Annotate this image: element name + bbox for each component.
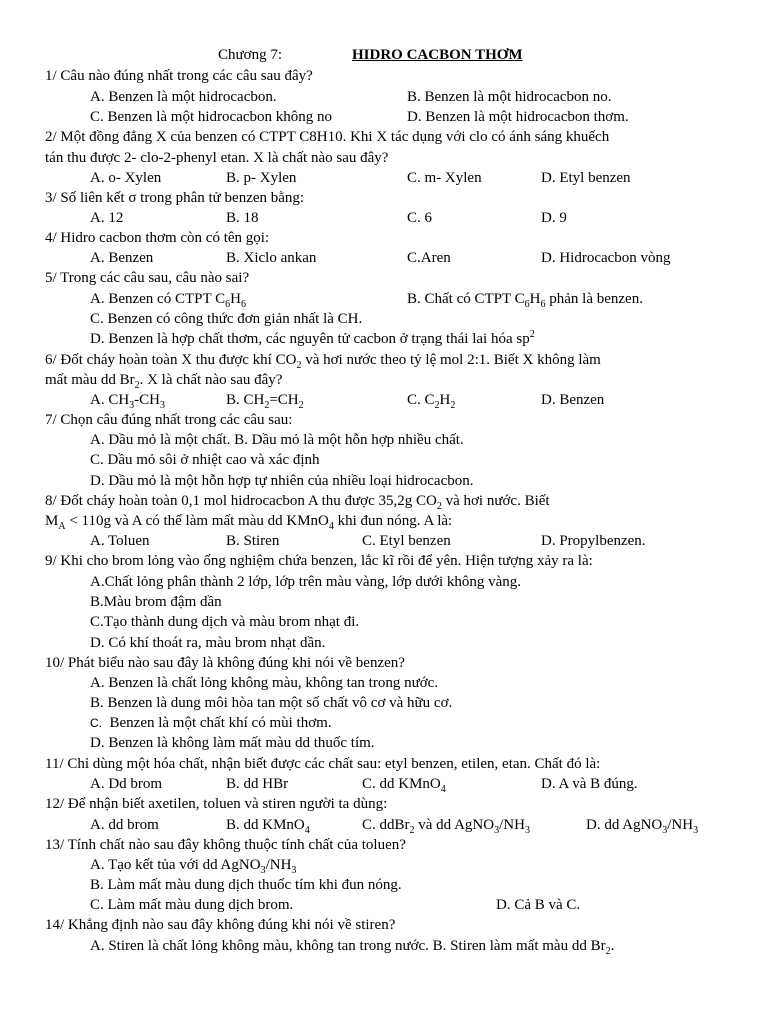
q5-option-d: D. Benzen là hợp chất thơm, các nguyên tử cacbon ở trạng thái lai hóa $sp^2$ bbox=[90, 329, 535, 347]
page-title: HIDRO CACBON THƠM bbox=[352, 47, 523, 63]
q6-option-a: A. $CH_3-CH_3$ bbox=[90, 392, 166, 411]
question-2-stem-line2: tán thu được 2- clo-2-phenyl etan. X là chất nào sau đây? bbox=[45, 150, 389, 166]
q2-option-d: D. Etyl benzen bbox=[541, 170, 631, 186]
q2-option-a: A. o- Xylen bbox=[90, 170, 162, 186]
question-11-stem: 11/ Chỉ dùng một hóa chất, nhận biết được các chất sau: etyl benzen, etilen, etan. Chất đó là: bbox=[45, 756, 601, 772]
q6-option-d: D. Benzen bbox=[541, 392, 605, 408]
q1-option-c: C. Benzen là một hidrocacbon không no bbox=[90, 109, 333, 125]
q10-option-b: B. Benzen là dung môi hòa tan một số chất vô cơ và hữu cơ. bbox=[90, 695, 453, 711]
q1-option-a: A. Benzen là một hidrocacbon. bbox=[90, 89, 277, 105]
question-9-stem: 9/ Khi cho brom lỏng vào ống nghiệm chứa benzen, lắc kĩ rồi để yên. Hiện tượng xảy ra là: bbox=[45, 553, 593, 569]
q12-option-a: A. dd brom bbox=[90, 817, 159, 833]
question-10-stem: 10/ Phát biểu nào sau đây là không đúng khi nói về benzen? bbox=[45, 655, 405, 671]
q8-option-a: A. Toluen bbox=[90, 533, 150, 549]
q2-option-b: B. p- Xylen bbox=[226, 170, 297, 186]
q11-option-b: B. dd HBr bbox=[226, 776, 289, 792]
q9-option-a: A.Chất lỏng phân thành 2 lớp, lớp trên màu vàng, lớp dưới không vàng. bbox=[90, 574, 522, 590]
q5-option-a: A. Benzen có CTPT $C_6H_6$ bbox=[90, 291, 246, 310]
question-13-stem: 13/ Tính chất nào sau đây không thuộc tính chất của toluen? bbox=[45, 837, 406, 853]
q11-option-a: A. Dd brom bbox=[90, 776, 163, 792]
q1-option-d: D. Benzen là một hidrocacbon thơm. bbox=[407, 109, 629, 125]
q7-option-d: D. Dầu mỏ là một hỗn hợp tự nhiên của nhiều loại hidrocacbon. bbox=[90, 473, 474, 489]
question-6-stem-line2: mất màu dd $Br_2$. X là chất nào sau đây? bbox=[45, 372, 283, 391]
question-8-stem-line2: $M_A < 110g$ và A có thể làm mất màu dd KMnO$_4$ khi đun nóng. A là: bbox=[45, 513, 453, 532]
q5-option-c: C. Benzen có công thức đơn giản nhất là CH. bbox=[90, 311, 363, 327]
q8-option-b: B. Stiren bbox=[226, 533, 280, 549]
q4-option-d: D. Hidrocacbon vòng bbox=[541, 250, 671, 266]
q10-option-a: A. Benzen là chất lỏng không màu, không tan trong nước. bbox=[90, 675, 439, 691]
question-6-stem-line1: 6/ Đốt cháy hoàn toàn X thu được khí $CO_2$ và hơi nước theo tỷ lệ mol 2:1. Biết X không làm bbox=[45, 352, 601, 371]
q6-option-c: C. $C_2H_2$ bbox=[407, 392, 456, 411]
q13-option-b: B. Làm mất màu dung dịch thuốc tím khi đun nóng. bbox=[90, 877, 402, 893]
question-7-stem: 7/ Chọn câu đúng nhất trong các câu sau: bbox=[45, 412, 293, 428]
q9-option-c: C.Tạo thành dung dịch và màu brom nhạt đi. bbox=[90, 614, 360, 630]
q13-option-a: A. Tạo kết tủa với dd $AgNO_3/NH_3$ bbox=[90, 857, 297, 876]
q3-option-c: C. 6 bbox=[407, 210, 433, 226]
q12-option-b: B. dd KMnO$_4$ bbox=[226, 817, 310, 836]
question-2-stem-line1: 2/ Một đồng đẳng X của benzen có CTPT C8H10. Khi X tác dụng với clo có ánh sáng khuếch bbox=[45, 129, 610, 145]
q10-option-d: D. Benzen là không làm mất màu dd thuốc tím. bbox=[90, 735, 375, 751]
question-12-stem: 12/ Để nhận biết axetilen, toluen và stiren người ta dùng: bbox=[45, 796, 388, 812]
q8-option-c: C. Etyl benzen bbox=[362, 533, 451, 549]
q3-option-b: B. 18 bbox=[226, 210, 259, 226]
q9-option-b: B.Màu brom đậm dần bbox=[90, 594, 222, 610]
q11-option-c: C. dd KMnO$_4$ bbox=[362, 776, 446, 795]
q5-option-b: B. Chất có CTPT $C_6H_6$ phản là benzen. bbox=[407, 291, 643, 310]
q12-option-c: C. ddBr$_2$ và dd $AgNO_3/NH_3$ bbox=[362, 817, 530, 836]
question-3-stem: 3/ Số liên kết σ trong phân tử benzen bằng: bbox=[45, 190, 305, 206]
q1-option-b: B. Benzen là một hidrocacbon no. bbox=[407, 89, 612, 105]
q12-option-d: D. dd $AgNO_3/NH_3$ bbox=[586, 817, 699, 836]
q4-option-c: C.Aren bbox=[407, 250, 451, 266]
q4-option-a: A. Benzen bbox=[90, 250, 154, 266]
q3-option-d: D. 9 bbox=[541, 210, 567, 226]
q9-option-d: D. Có khí thoát ra, màu brom nhạt dần. bbox=[90, 635, 326, 651]
question-14-stem: 14/ Khẳng định nào sau đây không đúng khi nói về stiren? bbox=[45, 917, 396, 933]
q3-option-a: A. 12 bbox=[90, 210, 124, 226]
q7-option-c: C. Dầu mỏ sôi ở nhiệt cao và xác định bbox=[90, 452, 320, 468]
q4-option-b: B. Xiclo ankan bbox=[226, 250, 317, 266]
q14-options-ab: A. Stiren là chất lỏng không màu, không tan trong nước. B. Stiren làm mất màu dd $Br_2$. bbox=[90, 938, 615, 957]
question-1-stem: 1/ Câu nào đúng nhất trong các câu sau đây? bbox=[45, 68, 313, 84]
q11-option-d: D. A và B đúng. bbox=[541, 776, 638, 792]
question-5-stem: 5/ Trong các câu sau, câu nào sai? bbox=[45, 270, 250, 286]
q10-option-c: C. Benzen là một chất khí có mùi thơm. bbox=[90, 715, 332, 731]
q8-option-d: D. Propylbenzen. bbox=[541, 533, 646, 549]
chapter-label: Chương 7: bbox=[218, 47, 282, 63]
question-4-stem: 4/ Hidro cacbon thơm còn có tên gọi: bbox=[45, 230, 270, 246]
q7-options-ab: A. Dầu mỏ là một chất. B. Dầu mỏ là một hỗn hợp nhiều chất. bbox=[90, 432, 464, 448]
q2-option-c: C. m- Xylen bbox=[407, 170, 482, 186]
q13-option-d: D. Cả B và C. bbox=[496, 897, 581, 913]
question-8-stem-line1: 8/ Đốt cháy hoàn toàn 0,1 mol hidrocacbon A thu được 35,2g $CO_2$ và hơi nước. Biết bbox=[45, 493, 550, 512]
q13-option-c: C. Làm mất màu dung dịch brom. bbox=[90, 897, 294, 913]
q6-option-b: B. $CH_2=CH_2$ bbox=[226, 392, 304, 411]
